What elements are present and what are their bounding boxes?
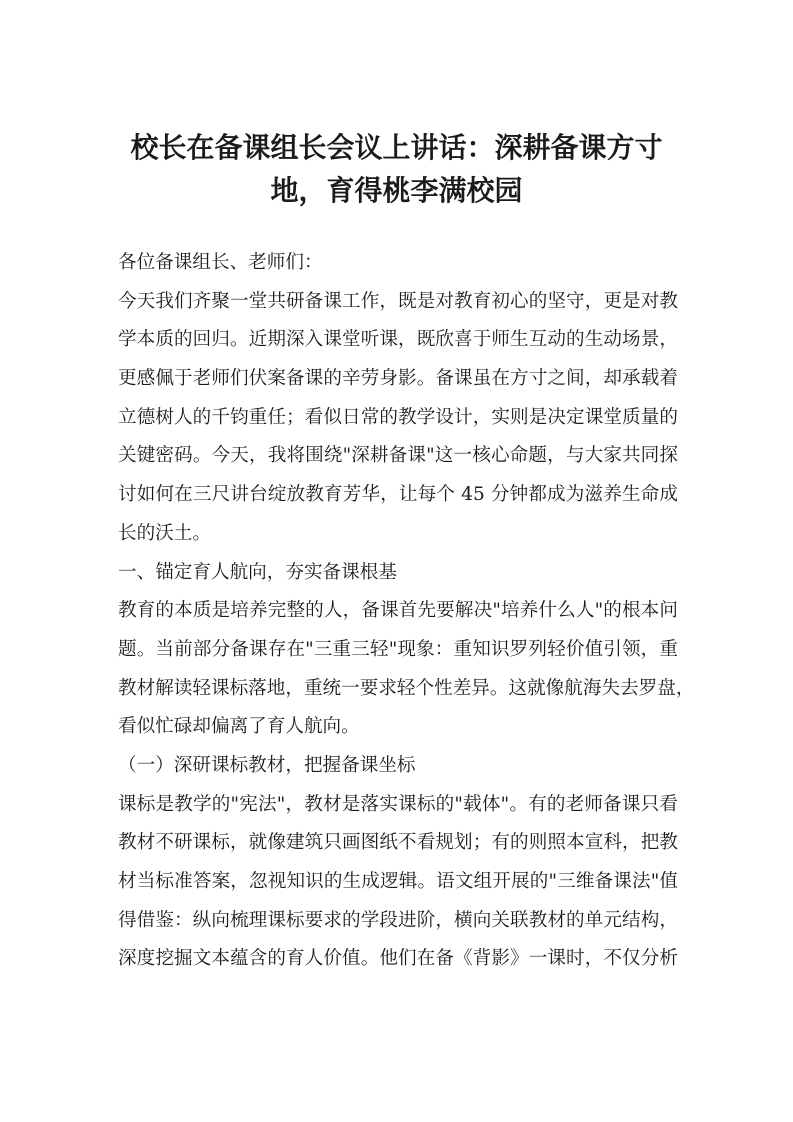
- text-line: 看似忙碌却偏离了育人航向。: [118, 716, 360, 738]
- text-line: 教育的本质是培养完整的人，备课首先要解决"培养什么人"的根本问: [118, 600, 678, 622]
- document-body: [118, 244, 695, 979]
- text-line: 得借鉴：纵向梳理课标要求的学段进阶，横向关联教材的单元结构，: [118, 909, 678, 931]
- text-line: 学本质的回归。近期深入课堂听课，既欣喜于师生互动的生动场景，: [118, 329, 678, 351]
- text-line: 教材不研课标，就像建筑只画图纸不看规划；有的则照本宣科，把教: [118, 832, 678, 854]
- text-line: 立德树人的千钧重任；看似日常的教学设计，实则是决定课堂质量的: [118, 406, 678, 428]
- text-line: 关键密码。今天，我将围绕"深耕备课"这一核心命题，与大家共同探: [118, 445, 678, 467]
- document-title: [100, 126, 693, 212]
- text-line: 一、锚定育人航向，夯实备课根基: [118, 561, 397, 583]
- text-line: 教材解读轻课标落地，重统一要求轻个性差异。这就像航海失去罗盘，: [118, 677, 695, 699]
- title-line-1: 校长在备课组长会议上讲话：深耕备课方寸: [130, 131, 663, 164]
- text-line: 各位备课组长、老师们：: [118, 252, 323, 273]
- text-line: 今天我们齐聚一堂共研备课工作，既是对教育初心的坚守，更是对教: [118, 290, 678, 312]
- text-line: 课标是教学的"宪法"，教材是落实课标的"载体"。有的老师备课只看: [118, 793, 678, 815]
- text-line: （一）深研课标教材，把握备课坐标: [118, 754, 416, 776]
- text-line: 更感佩于老师们伏案备课的辛劳身影。备课虽在方寸之间，却承载着: [118, 368, 678, 390]
- text-line: 材当标准答案，忽视知识的生成逻辑。语文组开展的"三维备课法"值: [118, 871, 678, 892]
- text-line: 讨如何在三尺讲台绽放教育芳华，让每个 45 分钟都成为滋养生命成: [118, 484, 678, 506]
- text-line: 深度挖掘文本蕴含的育人价值。他们在备《背影》一课时，不仅分析: [118, 948, 678, 970]
- text-line: 题。当前部分备课存在"三重三轻"现象：重知识罗列轻价值引领，重: [118, 638, 678, 660]
- text-line: 长的沃土。: [118, 522, 211, 544]
- title-line-2: 地，育得桃李满校园: [270, 174, 523, 207]
